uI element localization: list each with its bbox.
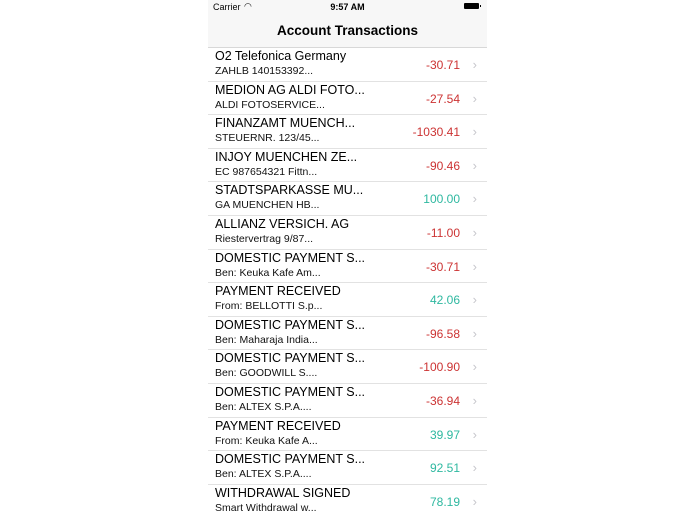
transaction-title: WITHDRAWAL SIGNED xyxy=(215,485,351,500)
transaction-title: INJOY MUENCHEN ZE... xyxy=(215,149,358,164)
chevron-right-icon: › xyxy=(472,292,477,308)
chevron-right-icon: › xyxy=(472,124,477,140)
transaction-title: O2 Telefonica Germany xyxy=(215,49,347,63)
transaction-subtitle: Ben: ALTEX S.P.A.... xyxy=(215,400,312,413)
transaction-subtitle: From: Keuka Kafe A... xyxy=(215,434,318,447)
phone-screen xyxy=(208,0,487,514)
chevron-right-icon: › xyxy=(472,493,477,509)
transaction-subtitle: Ben: Keuka Kafe Am... xyxy=(215,266,321,279)
transaction-subtitle: From: BELLOTTI S.p... xyxy=(215,300,323,313)
status-bar xyxy=(208,0,487,14)
transaction-row[interactable] xyxy=(208,149,487,183)
transaction-row[interactable] xyxy=(208,250,487,284)
transaction-title: FINANZAMT MUENCH... xyxy=(215,116,356,131)
navigation-bar xyxy=(208,0,487,48)
transaction-row[interactable] xyxy=(208,384,487,418)
transaction-amount: -96.58 xyxy=(425,326,460,341)
transaction-title: DOMESTIC PAYMENT S... xyxy=(215,317,366,332)
chevron-right-icon: › xyxy=(472,359,477,375)
chevron-right-icon: › xyxy=(472,90,477,106)
transaction-amount: -11.00 xyxy=(426,225,460,240)
transaction-title: DOMESTIC PAYMENT S... xyxy=(215,452,366,467)
transaction-amount: -30.71 xyxy=(425,259,460,274)
transaction-amount: -90.46 xyxy=(425,158,460,173)
transaction-amount: -27.54 xyxy=(425,91,460,106)
transaction-row[interactable] xyxy=(208,82,487,116)
chevron-right-icon: › xyxy=(472,57,477,72)
clock: 9:57 AM xyxy=(330,2,365,12)
transaction-row[interactable] xyxy=(208,485,487,517)
transaction-row[interactable] xyxy=(208,216,487,250)
transaction-row[interactable] xyxy=(208,451,487,485)
transaction-amount: -30.71 xyxy=(425,58,460,72)
transaction-subtitle: ALDI FOTOSERVICE... xyxy=(215,98,325,111)
transaction-title: PAYMENT RECEIVED xyxy=(215,284,341,299)
transaction-subtitle: Ben: Maharaja India... xyxy=(215,333,318,346)
chevron-right-icon: › xyxy=(472,426,477,442)
carrier-label: Carrier xyxy=(213,2,241,12)
page-title: Account Transactions xyxy=(276,23,419,38)
transaction-subtitle: Smart Withdrawal w... xyxy=(215,501,317,514)
transaction-title: DOMESTIC PAYMENT S... xyxy=(215,351,366,366)
transaction-row[interactable] xyxy=(208,418,487,452)
chevron-right-icon: › xyxy=(472,392,477,408)
transaction-amount: 92.51 xyxy=(429,461,460,476)
battery-icon xyxy=(464,3,479,9)
chevron-right-icon: › xyxy=(472,224,477,240)
transaction-subtitle: Ben: GOODWILL S.... xyxy=(215,367,318,380)
transaction-title: DOMESTIC PAYMENT S... xyxy=(215,250,366,265)
chevron-right-icon: › xyxy=(472,191,477,207)
transaction-subtitle: Ben: ALTEX S.P.A.... xyxy=(215,468,312,481)
transaction-amount: 78.19 xyxy=(429,494,460,509)
chevron-right-icon: › xyxy=(472,325,477,341)
transaction-title: MEDION AG ALDI FOTO... xyxy=(215,82,365,97)
transaction-title: PAYMENT RECEIVED xyxy=(215,418,341,433)
transaction-row[interactable] xyxy=(208,48,487,82)
transaction-list[interactable] xyxy=(208,48,487,517)
transaction-title: STADTSPARKASSE MU... xyxy=(215,183,364,198)
transaction-subtitle: STEUERNR. 123/45... xyxy=(215,132,320,145)
transaction-amount: 39.97 xyxy=(429,427,460,442)
transaction-title: DOMESTIC PAYMENT S... xyxy=(215,384,366,399)
wifi-icon: ◠ xyxy=(244,1,252,11)
transaction-subtitle: EC 987654321 Fittn... xyxy=(215,165,318,178)
transaction-amount: -100.90 xyxy=(419,360,460,375)
transaction-subtitle: ZAHLB 140153392... xyxy=(215,65,314,77)
chevron-right-icon: › xyxy=(472,460,477,476)
transaction-amount: 100.00 xyxy=(423,192,460,207)
transaction-row[interactable] xyxy=(208,350,487,384)
transaction-row[interactable] xyxy=(208,317,487,351)
transaction-amount: -36.94 xyxy=(425,393,460,408)
chevron-right-icon: › xyxy=(472,258,477,274)
chevron-right-icon: › xyxy=(472,157,477,173)
transaction-subtitle: Riestervertrag 9/87... xyxy=(215,232,314,245)
transaction-row[interactable] xyxy=(208,283,487,317)
transaction-amount: 42.06 xyxy=(429,293,460,308)
transaction-row[interactable] xyxy=(208,115,487,149)
transaction-title: ALLIANZ VERSICH. AG xyxy=(215,216,350,231)
transaction-amount: -1030.41 xyxy=(412,125,460,140)
transaction-row[interactable] xyxy=(208,182,487,216)
transaction-subtitle: GA MUENCHEN HB... xyxy=(215,199,320,212)
